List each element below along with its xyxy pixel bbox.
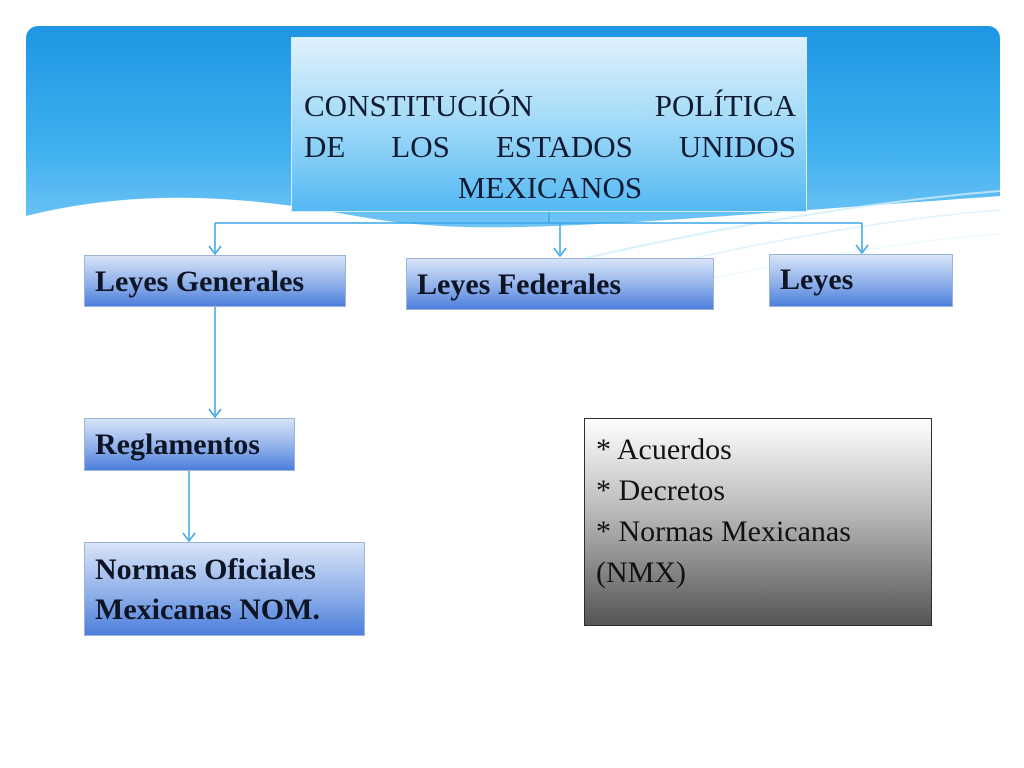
leyes-generales-label: Leyes Generales <box>95 265 305 298</box>
title-word: CONSTITUCIÓN <box>304 88 534 123</box>
reglamentos-label: Reglamentos <box>95 428 260 461</box>
note-item-nmx: (NMX) <box>596 556 686 589</box>
leyes-box <box>769 254 953 307</box>
leyes-label: Leyes <box>780 263 854 296</box>
note-item-normas-mexicanas: * Normas Mexicanas <box>596 515 851 548</box>
title-word: UNIDOS <box>678 129 796 164</box>
title-word: ESTADOS <box>495 129 633 164</box>
note-item-decretos: * Decretos <box>596 474 726 507</box>
title-word: LOS <box>391 129 450 164</box>
leyes-federales-label: Leyes Federales <box>417 268 622 301</box>
normas-oficiales-label-line-1: Normas Oficiales <box>95 553 316 586</box>
normas-oficiales-box <box>84 542 365 636</box>
title-line-2 <box>304 126 796 167</box>
reglamentos-box <box>84 418 295 471</box>
title-line-3 <box>304 167 796 208</box>
title-word: POLÍTICA <box>654 88 796 123</box>
title-word: DE <box>304 129 346 164</box>
note-item-acuerdos: * Acuerdos <box>596 433 732 466</box>
leyes-federales-box <box>406 258 714 310</box>
constitucion-title-box <box>291 37 807 212</box>
acuerdos-decretos-note-box <box>584 418 932 626</box>
normas-oficiales-label-line-2: Mexicanas NOM. <box>95 593 320 626</box>
title-line-1 <box>304 85 796 126</box>
leyes-generales-box <box>84 255 346 307</box>
title-word: MEXICANOS <box>457 170 643 205</box>
